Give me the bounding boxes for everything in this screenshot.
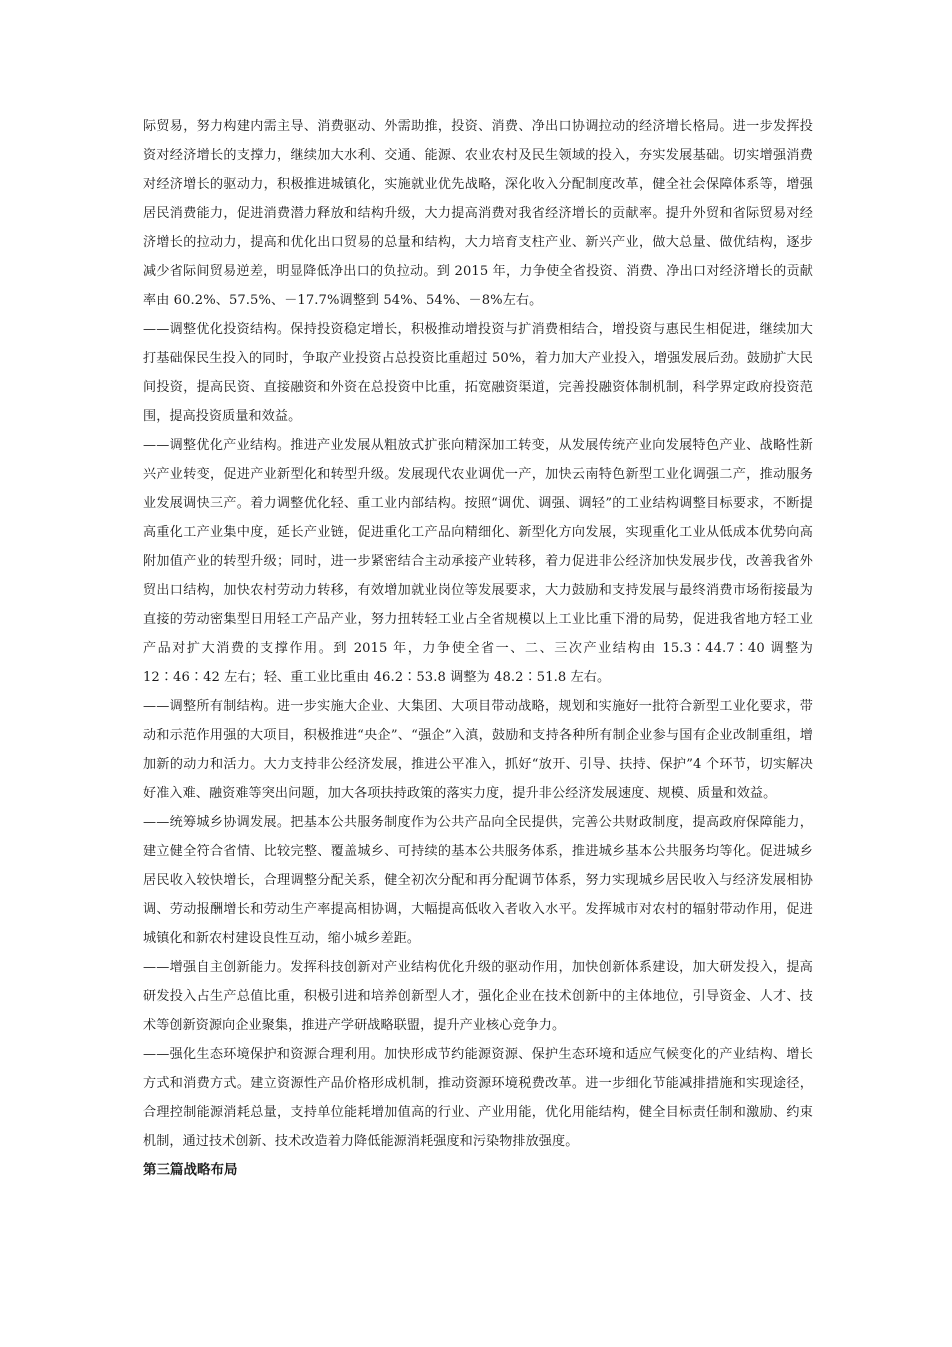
paragraph-ecology: ——强化生态环境保护和资源合理利用。加快形成节约能源资源、保护生态环境和适应气候变化的产业结构、增长方式和消费方式。建立资源性产品价格形成机制，推动资源环境税费改革。进一步细化节能减排措施和实现途径，合理控制能源消耗总量，支持单位能耗增加值高的行业、产业用能，优化用能结构，健全目标责任制和激励、约束机制，通过技术创新、技术改造着力降低能源消耗强度和污染物排放强度。 bbox=[143, 1047, 813, 1149]
section-heading: 第三篇战略布局 bbox=[143, 1162, 238, 1178]
paragraph-trade-continuation: 际贸易，努力构建内需主导、消费驱动、外需助推，投资、消费、净出口协调拉动的经济增长格局。进一步发挥投资对经济增长的支撑力，继续加大水利、交通、能源、农业农村及民生领域的投入，夯实发展基础。切实增强消费对经济增长的驱动力，积极推进城镇化，实施就业优先战略，深化收入分配制度改革，健全社会保障体系等，增强居民消费能力，促进消费潜力释放和结构升级，大力提高消费对我省经济增长的贡献率。提升外贸和省际贸易对经济增长的拉动力，提高和优化出口贸易的总量和结构，大力培育支柱产业、新兴产业，做大总量、做优结构，逐步减少省际间贸易逆差，明显降低净出口的负拉动。到 2015 年，力争使全省投资、消费、净出口对经济增长的贡献率由 60.2%、57.5%、－17.7%调整到 54%、54%、－8%左右。 bbox=[143, 119, 813, 308]
paragraph-urban-rural: ——统筹城乡协调发展。把基本公共服务制度作为公共产品向全民提供，完善公共财政制度，提高政府保障能力，建立健全符合省情、比较完整、覆盖城乡、可持续的基本公共服务体系，推进城乡基本公共服务均等化。促进城乡居民收入较快增长，合理调整分配关系，健全初次分配和再分配调节体系，努力实现城乡居民收入与经济发展相协调、劳动报酬增长和劳动生产率提高相协调，大幅提高低收入者收入水平。发挥城市对农村的辐射带动作用，促进城镇化和新农村建设良性互动，缩小城乡差距。 bbox=[143, 815, 813, 946]
paragraph-innovation: ——增强自主创新能力。发挥科技创新对产业结构优化升级的驱动作用，加快创新体系建设，加大研发投入，提高研发投入占生产总值比重，积极引进和培养创新型人才，强化企业在技术创新中的主体地位，引导资金、人才、技术等创新资源向企业聚集，推进产学研战略联盟，提升产业核心竞争力。 bbox=[143, 960, 813, 1033]
paragraph-industrial-structure: ——调整优化产业结构。推进产业发展从粗放式扩张向精深加工转变，从发展传统产业向发展特色产业、战略性新兴产业转变，促进产业新型化和转型升级。发展现代农业调优一产，加快云南特色新型工业化调强二产，推动服务业发展调快三产。着力调整优化轻、重工业内部结构。按照“调优、调强、调轻”的工业结构调整目标要求，不断提高重化工产业集中度，延长产业链，促进重化工产品向精细化、新型化方向发展，实现重化工业从低成本优势向高附加值产业的转型升级；同时，进一步紧密结合主动承接产业转移，着力促进非公经济加快发展步伐，改善我省外贸出口结构，加快农村劳动力转移，有效增加就业岗位等发展要求，大力鼓励和支持发展与最终消费市场衔接最为直接的劳动密集型日用轻工产品产业，努力扭转轻工业占全省规模以上工业比重下滑的局势，促进我省地方轻工业产品对扩大消费的支撑作用。到 2015 年，力争使全省一、二、三次产业结构由 15.3∶44.7∶40 调整为 12∶46∶42 左右；轻、重工业比重由 46.2∶53.8 调整为 48.2∶51.8 左右。 bbox=[143, 438, 813, 685]
paragraph-investment-structure: ——调整优化投资结构。保持投资稳定增长，积极推动增投资与扩消费相结合，增投资与惠民生相促进，继续加大打基础保民生投入的同时，争取产业投资占总投资比重超过 50%，着力加大产业投入，增强发展后劲。鼓励扩大民间投资，提高民资、直接融资和外资在总投资中比重，拓宽融资渠道，完善投融资体制机制，科学界定政府投资范围，提高投资质量和效益。 bbox=[143, 322, 813, 424]
document-page bbox=[143, 112, 813, 1185]
paragraph-ownership-structure: ——调整所有制结构。进一步实施大企业、大集团、大项目带动战略，规划和实施好一批符合新型工业化要求，带动和示范作用强的大项目，积极推进“央企”、“强企”入滇，鼓励和支持各种所有制企业参与国有企业改制重组，增加新的动力和活力。大力支持非公经济发展，推进公平准入，抓好“放开、引导、扶持、保护”4 个环节，切实解决好准入难、融资难等突出问题，加大各项扶持政策的落实力度，提升非公经济发展速度、规模、质量和效益。 bbox=[143, 699, 813, 801]
